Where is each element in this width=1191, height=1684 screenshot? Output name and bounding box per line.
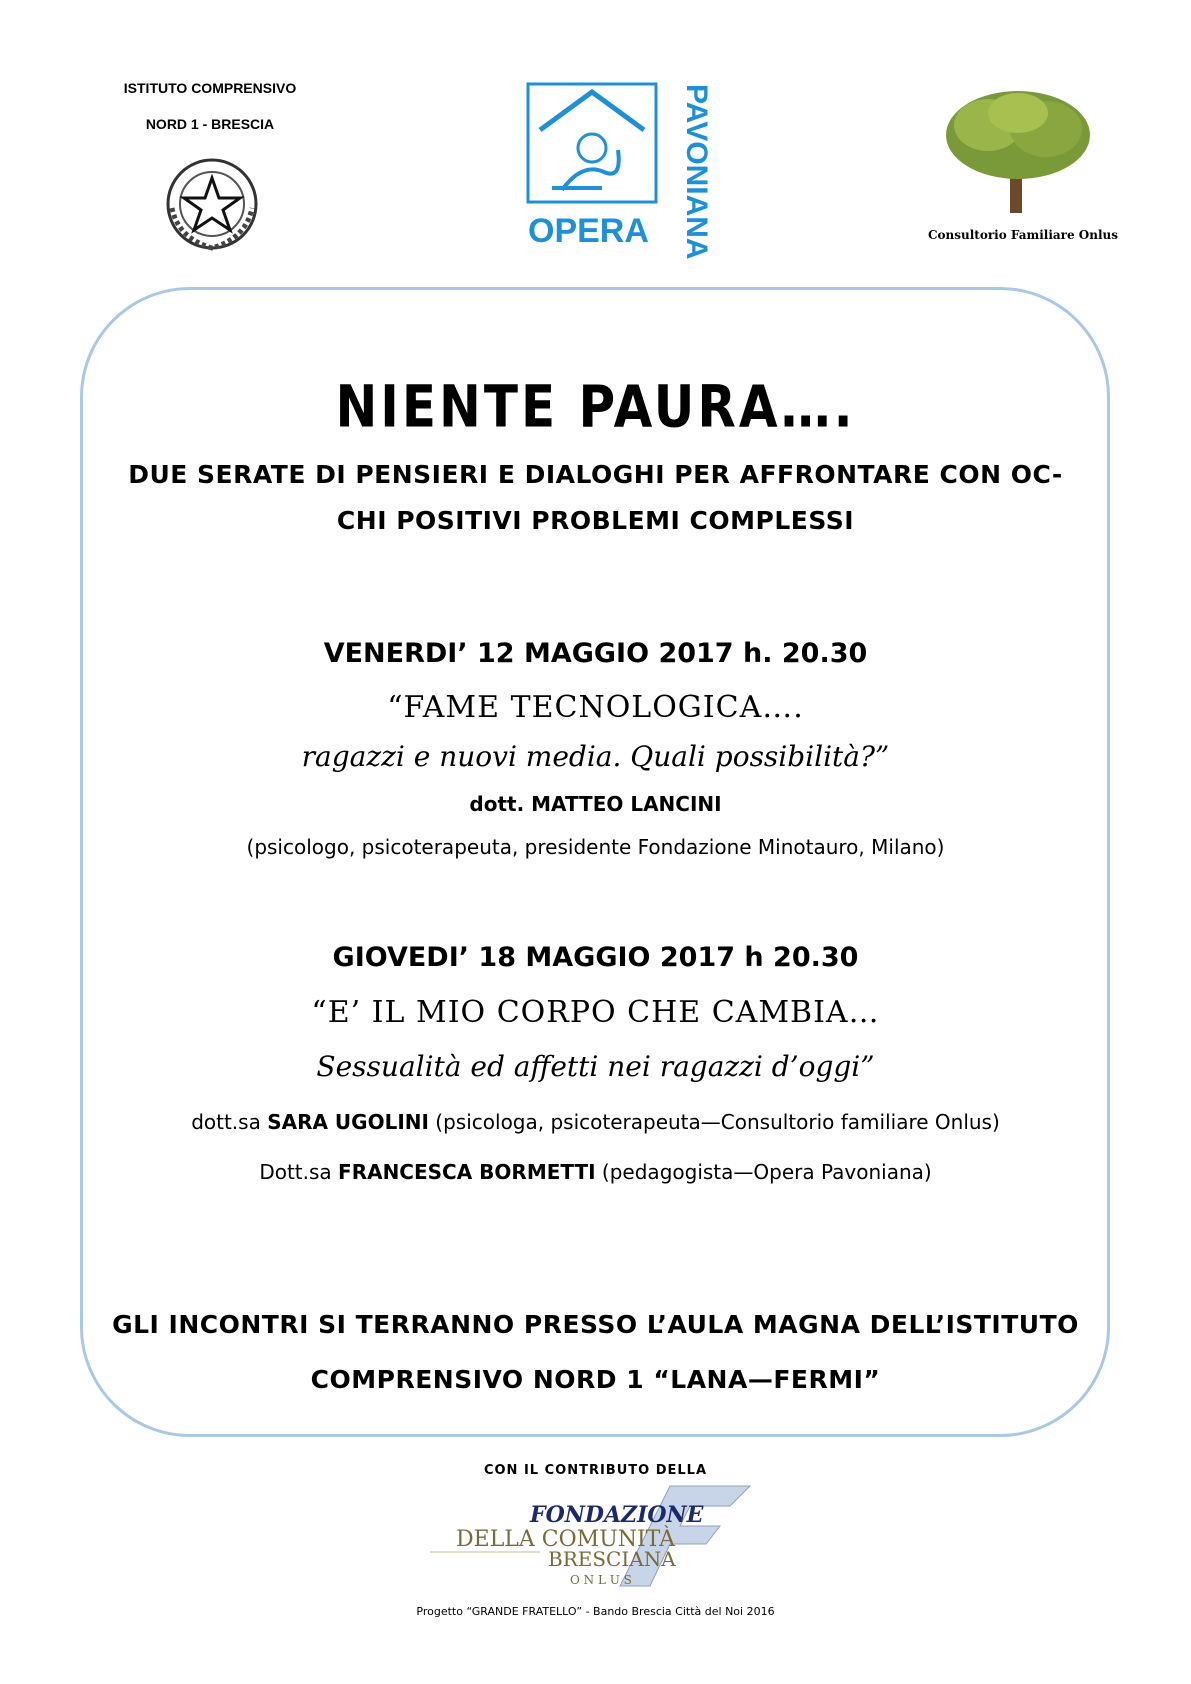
opera-pavoniana-logo bbox=[522, 80, 713, 260]
speaker2-name: FRANCESCA BORMETTI bbox=[338, 1160, 596, 1184]
istituto-line2: NORD 1 - BRESCIA bbox=[145, 116, 275, 132]
fond-line4: O N L U S bbox=[570, 1573, 632, 1587]
subtitle-line1: DUE SERATE DI PENSIERI E DIALOGHI PER AFFRONTARE CON OC- bbox=[128, 460, 1063, 489]
event1-speaker-role: (psicologo, psicoterapeuta, presidente Fondazione Minotauro, Milano) bbox=[246, 835, 945, 859]
istituto-line1: ISTITUTO COMPRENSIVO bbox=[123, 80, 297, 96]
event2-title-line2: Sessualità ed affetti nei ragazzi d’oggi” bbox=[316, 1050, 875, 1083]
speaker1-prefix: dott.sa bbox=[191, 1110, 268, 1134]
event1-date: VENERDI’ 12 MAGGIO 2017 h. 20.30 bbox=[323, 638, 868, 669]
event2-speaker1 bbox=[0, 1110, 1191, 1134]
event2-date: GIOVEDI’ 18 MAGGIO 2017 h 20.30 bbox=[332, 942, 859, 973]
subtitle-line2: CHI POSITIVI PROBLEMI COMPLESSI bbox=[336, 506, 855, 535]
fondazione-logo bbox=[430, 1480, 760, 1590]
fond-line1: FONDAZIONE bbox=[530, 1502, 704, 1528]
event2-speaker2 bbox=[0, 1160, 1191, 1184]
opera-word: OPERA bbox=[528, 212, 649, 250]
contributo-label: CON IL CONTRIBUTO DELLA bbox=[483, 1463, 708, 1478]
event1-title-line1: “FAME TECNOLOGICA…. bbox=[387, 690, 804, 725]
event2-title-line1: “E’ IL MIO CORPO CHE CAMBIA… bbox=[311, 995, 880, 1030]
location-line1: GLI INCONTRI SI TERRANNO PRESSO L’AULA MAGNA DELL’ISTITUTO bbox=[112, 1310, 1079, 1339]
location-line2: COMPRENSIVO NORD 1 “LANA—FERMI” bbox=[310, 1365, 881, 1394]
pavoniana-word: PAVONIANA bbox=[680, 84, 713, 260]
event1-speaker: dott. MATTEO LANCINI bbox=[469, 792, 722, 816]
event1-title-line2: ragazzi e nuovi media. Quali possibilità?” bbox=[301, 740, 890, 773]
progetto-label: Progetto “GRANDE FRATELLO” - Bando Brescia Città del Noi 2016 bbox=[416, 1605, 775, 1618]
page-title: NIENTE PAURA…. bbox=[335, 373, 856, 441]
fond-line2: DELLA COMUNITÀ bbox=[456, 1527, 676, 1552]
speaker2-prefix: Dott.sa bbox=[259, 1160, 339, 1184]
repubblica-emblem-icon bbox=[158, 152, 266, 256]
consultorio-tree-icon bbox=[938, 85, 1098, 215]
fond-line3: BRESCIANA bbox=[548, 1547, 676, 1571]
speaker1-name: SARA UGOLINI bbox=[267, 1110, 429, 1134]
consultorio-label: Consultorio Familiare Onlus bbox=[927, 228, 1119, 242]
speaker2-role: (pedagogista—Opera Pavoniana) bbox=[595, 1160, 932, 1184]
speaker1-role: (psicologa, psicoterapeuta—Consultorio familiare Onlus) bbox=[428, 1110, 1000, 1134]
